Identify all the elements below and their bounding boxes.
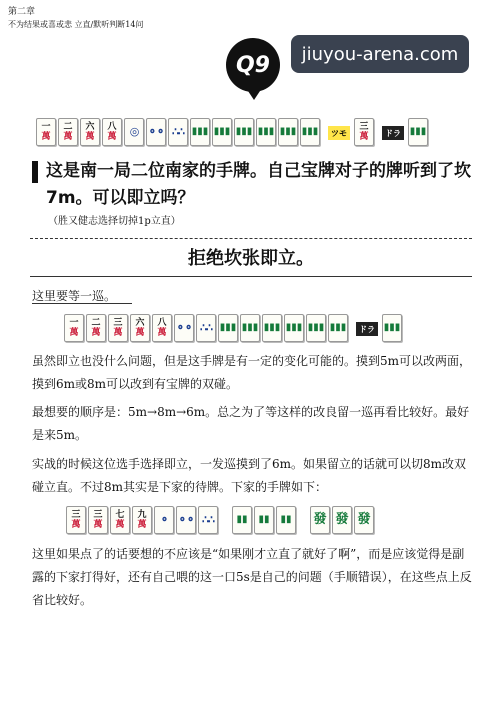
tile-suit: 萬 [41,132,51,142]
tile-glyph: ▮▮ [258,514,270,525]
tile-suit: 萬 [359,132,369,142]
mahjong-tile [58,118,78,146]
tile-glyph: ▮▮▮ [279,126,297,137]
tile-glyph: ▮▮▮ [235,126,253,137]
tile-number: 三 [71,510,81,520]
mahjong-tile [86,314,106,342]
tile-number: 六 [85,122,95,132]
chapter-subtitle: 不为结果或喜或悲 立直/默听判断14问 [8,20,144,29]
mahjong-tile [80,118,100,146]
tile-glyph: ◎ [129,125,139,138]
tile-number: 二 [63,122,73,132]
tile-suit: 萬 [157,328,167,338]
hand-tiles-1 [36,118,428,146]
tile-suit: 萬 [91,328,101,338]
chapter-title: 第二章 [8,7,36,17]
tile-suit: 萬 [93,520,103,530]
tile-glyph: ▮▮▮ [307,322,325,333]
tile-suit: 萬 [63,132,73,142]
mahjong-tile [232,506,252,534]
mahjong-tile [278,118,298,146]
answer-heading: 拒绝坎张即立。 [188,248,314,269]
tile-suit: 萬 [113,328,123,338]
mahjong-tile [132,506,152,534]
mahjong-tile [168,118,188,146]
tile-glyph: ▮▮ [236,514,248,525]
mahjong-tile [190,118,210,146]
tile-glyph: ▮▮▮ [191,126,209,137]
tile-glyph: ▮▮▮ [301,126,319,137]
mahjong-tile [124,118,144,146]
mahjong-tile [130,314,150,342]
hand-tiles-2 [64,314,402,342]
mahjong-tile [36,118,56,146]
tile-glyph: ▮▮▮ [409,126,427,137]
subhead: 这里要等一巡。 [32,289,117,303]
paragraph-1: 虽然即立也没什么问题，但是这手牌是有一定的变化可能的。摸到5m可以改两面，摸到6m或8m可以改到有宝牌的双碰。 [32,354,472,391]
mahjong-tile [256,118,276,146]
tile-glyph: ▮▮▮ [285,322,303,333]
mahjong-tile [198,506,218,534]
tile-glyph: ∴∴ [202,513,214,526]
tile-number: 七 [115,510,125,520]
mahjong-tile [234,118,254,146]
question-marker [32,161,38,183]
tile-glyph: 發 [357,512,371,527]
tsumo-label: ツモ [328,126,350,140]
mahjong-tile [146,118,166,146]
tile-suit: 萬 [107,132,117,142]
tile-glyph: ▮▮▮ [383,322,401,333]
tile-number: 九 [137,510,147,520]
mahjong-tile [354,506,374,534]
mahjong-tile [176,506,196,534]
tile-number: 一 [69,318,79,328]
watermark: jiuyou-arena.com [291,35,469,73]
mahjong-tile [212,118,232,146]
dora-label: ドラ [382,126,404,140]
mahjong-tile [262,314,282,342]
mahjong-tile [254,506,274,534]
tile-number: 三 [359,122,369,132]
tile-glyph: ▮▮▮ [329,322,347,333]
badge-tail [246,88,262,100]
mahjong-tile [218,314,238,342]
divider [30,238,472,239]
mahjong-tile [310,506,330,534]
tile-number: 八 [157,318,167,328]
mahjong-tile [284,314,304,342]
mahjong-tile [110,506,130,534]
tile-number: 一 [41,122,51,132]
tile-glyph: ▮▮▮ [219,322,237,333]
paragraph-2: 最想要的顺序是：5m→8m→6m。总之为了等这样的改良留一巡再看比较好。最好是来5m。 [32,405,470,442]
tile-suit: 萬 [135,328,145,338]
mahjong-tile [66,506,86,534]
tile-glyph: ∴∴ [200,321,212,334]
mahjong-tile [240,314,260,342]
mahjong-tile [408,118,428,146]
tile-suit: 萬 [137,520,147,530]
tile-glyph: ∴∴ [172,125,184,138]
mahjong-tile [174,314,194,342]
tile-glyph: 發 [335,512,349,527]
hand-tiles-3 [66,506,374,534]
mahjong-tile [276,506,296,534]
paragraph-3: 实战的时候这位选手选择即立，一发巡摸到了6m。如果留立的话就可以切8m改双碰立直。不过8m其实是下家的待牌。下家的手牌如下： [32,457,467,494]
tile-suit: 萬 [85,132,95,142]
tile-suit: 萬 [71,520,81,530]
dora-label: ドラ [356,322,378,336]
tile-glyph: 發 [313,512,327,527]
tile-number: 三 [113,318,123,328]
tile-number: 三 [93,510,103,520]
tile-number: 六 [135,318,145,328]
subhead-underline [32,303,132,304]
mahjong-tile [354,118,374,146]
paragraph-4: 这里如果点了的话要想的不应该是“如果刚才立直了就好了啊”，而是应该觉得是副露的下家打得好，还有自己喂的这一口5s是自己的问题（手顺错误），在这些点上反省比较好。 [32,547,472,607]
tile-glyph: ⚬⚬ [147,125,165,138]
tile-glyph: ⚬⚬ [177,513,195,526]
tile-suit: 萬 [115,520,125,530]
mahjong-tile [306,314,326,342]
mahjong-tile [300,118,320,146]
question-text: 这是南一局二位南家的手牌。自己宝牌对子的牌听到了坎7m。可以即立吗？ [46,161,471,208]
tile-glyph: ▮▮▮ [213,126,231,137]
mahjong-tile [152,314,172,342]
tile-glyph: ▮▮▮ [257,126,275,137]
tile-suit: 萬 [69,328,79,338]
tile-glyph: ▮▮ [280,514,292,525]
mahjong-tile [102,118,122,146]
tile-glyph: ⚬⚬ [175,321,193,334]
mahjong-tile [196,314,216,342]
question-badge: Q9 [226,38,280,92]
tile-glyph: ▮▮▮ [263,322,281,333]
mahjong-tile [108,314,128,342]
question-note: （胜又健志选择切掉1p立直） [48,216,181,227]
tile-glyph: ⚬ [159,513,169,526]
mahjong-tile [328,314,348,342]
tile-number: 八 [107,122,117,132]
answer-divider [30,276,472,277]
mahjong-tile [64,314,84,342]
mahjong-tile [332,506,352,534]
mahjong-tile [88,506,108,534]
tile-glyph: ▮▮▮ [241,322,259,333]
mahjong-tile [382,314,402,342]
mahjong-tile [154,506,174,534]
tile-number: 二 [91,318,101,328]
